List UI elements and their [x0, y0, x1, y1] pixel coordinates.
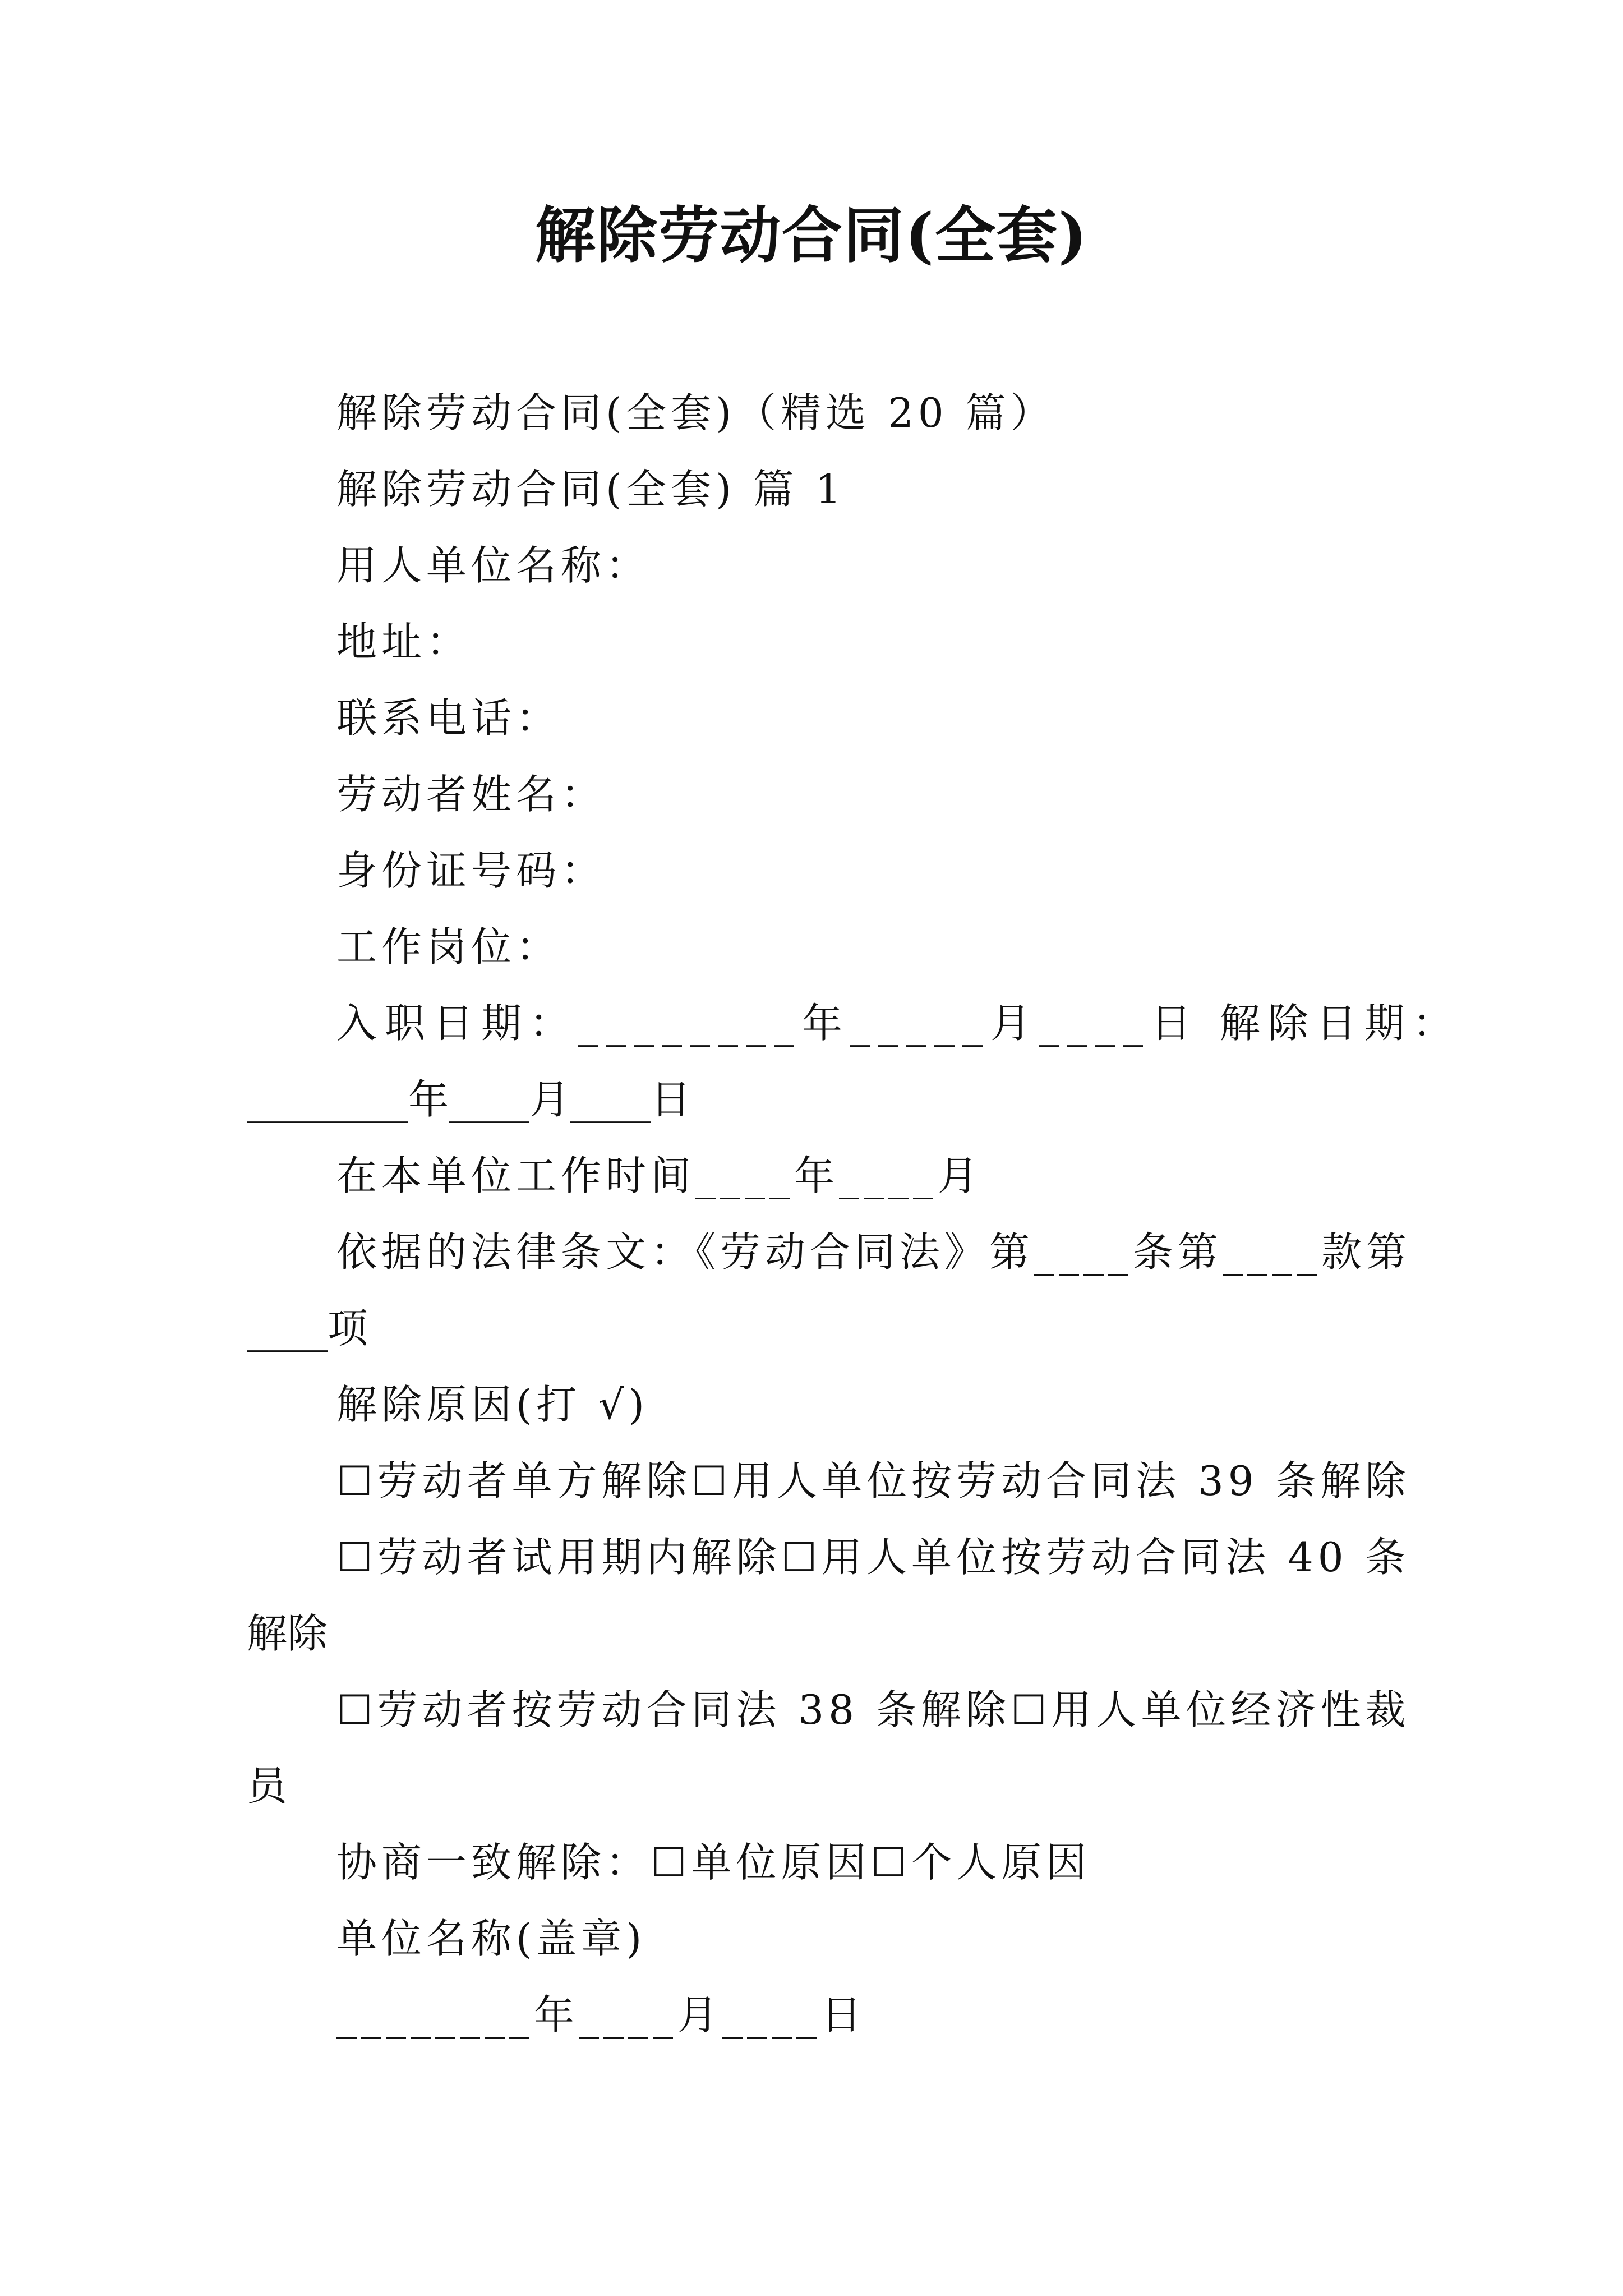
text-line-22: ________年____月____日 — [336, 1991, 866, 2039]
text-line-6: 劳动者姓名： — [336, 771, 606, 818]
text-line-16: ☐劳动者试用期内解除☐用人单位按劳动合同法 40 条 — [336, 1534, 1410, 1581]
text-line-20: 协商一致解除：☐单位原因☐个人原因 — [336, 1839, 1091, 1886]
text-line-7: 身份证号码： — [336, 847, 606, 894]
text-line-11: 在本单位工作时间____年____月 — [336, 1152, 983, 1199]
text-line-15: ☐劳动者单方解除☐用人单位按劳动合同法 39 条解除 — [336, 1457, 1410, 1504]
text-line-10: ________年____月____日 — [247, 1076, 691, 1123]
text-line-2: 解除劳动合同(全套) 篇 1 — [336, 466, 846, 513]
text-line-8: 工作岗位： — [336, 923, 561, 970]
text-line-19: 员 — [247, 1763, 288, 1810]
text-line-12: 依据的法律条文：《劳动合同法》第____条第____款第 — [336, 1228, 1412, 1276]
text-line-5: 联系电话： — [336, 694, 561, 742]
document-title: 解除劳动合同(全套) — [534, 200, 1089, 271]
text-line-1: 解除劳动合同(全套)（精选 20 篇） — [336, 389, 1055, 436]
text-line-18: ☐劳动者按劳动合同法 38 条解除☐用人单位经济性裁 — [336, 1686, 1410, 1733]
text-line-3: 用人单位名称： — [336, 542, 651, 589]
text-line-17: 解除 — [247, 1610, 328, 1657]
text-line-13: ____项 — [247, 1305, 368, 1352]
text-line-14: 解除原因(打 √) — [336, 1381, 649, 1428]
text-line-9: 入职日期：________年_____月____日 解除日期： — [336, 1000, 1461, 1047]
text-line-4: 地址： — [336, 618, 472, 665]
document-body — [247, 375, 1461, 2053]
text-line-21: 单位名称(盖章) — [336, 1915, 647, 1962]
